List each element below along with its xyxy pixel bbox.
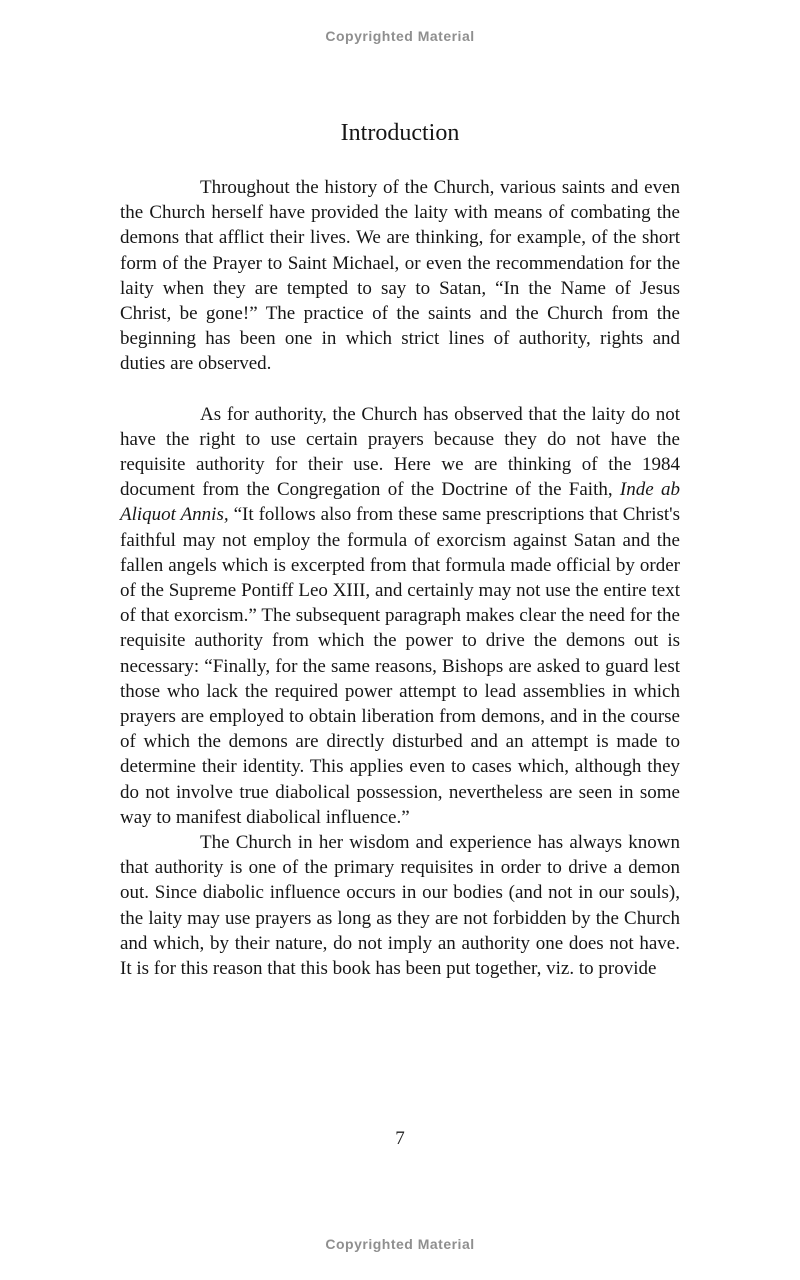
text-run: As for authority, the Church has observed that the laity do not have the right to use certain prayers because they do not have the requisite authority for their use. Here we are thinking of the 1984 document from the Congregation of the Doctrine of the Faith, <box>120 403 680 501</box>
italic-text-run: Inde ab Aliquot Annis, <box>120 479 680 526</box>
paragraph <box>120 175 680 377</box>
page-number: 7 <box>395 1128 405 1149</box>
paragraph <box>120 830 680 981</box>
text-run: “It follows also from these same prescriptions that Christ's faithful may not employ the formula of exorcism against Satan and the fallen angels which is excerpted from that formula made official by order of the Supreme Pontiff Leo XIII, and certainly may not use the entire text of that exorcism.” The subsequent paragraph makes clear the need for the requisite authority from which the power to drive the demons out is necessary: “Finally, for the same reasons, Bishops are asked to guard lest those who lack the required power attempt to lead assemblies in which prayers are employed to obtain liberation from demons, and in the course of which the demons are directly disturbed and an attempt is made to determine their identity. This applies even to cases which, although they do not involve true diabolical possession, nevertheless are seen in some way to manifest diabolical influence.” <box>120 504 680 828</box>
text-run: Throughout the history of the Church, various saints and even the Church herself have provided the laity with means of combating the demons that afflict their lives. We are thinking, for example, of the short form of the Prayer to Saint Michael, or even the recommendation for the laity when they are tempted to say to Satan, “In the Name of Jesus Christ, be gone!” The practice of the saints and the Church from the beginning has been one in which strict lines of authority, rights and duties are observed. <box>120 177 680 375</box>
chapter-title: Introduction <box>340 120 460 146</box>
copyright-notice-bottom: Copyrighted Material <box>325 1236 475 1252</box>
body-text <box>120 175 680 981</box>
text-run: The Church in her wisdom and experience has always known that authority is one of the primary requisites in order to drive a demon out. Since diabolic influence occurs in our bodies (and not in our souls), the laity may use prayers as long as they are not forbidden by the Church and which, by their nature, do not imply an authority one does not have. It is for this reason that this book has been put together, viz. to provide <box>120 832 680 980</box>
paragraph <box>120 402 680 830</box>
copyright-notice-top: Copyrighted Material <box>325 28 475 44</box>
